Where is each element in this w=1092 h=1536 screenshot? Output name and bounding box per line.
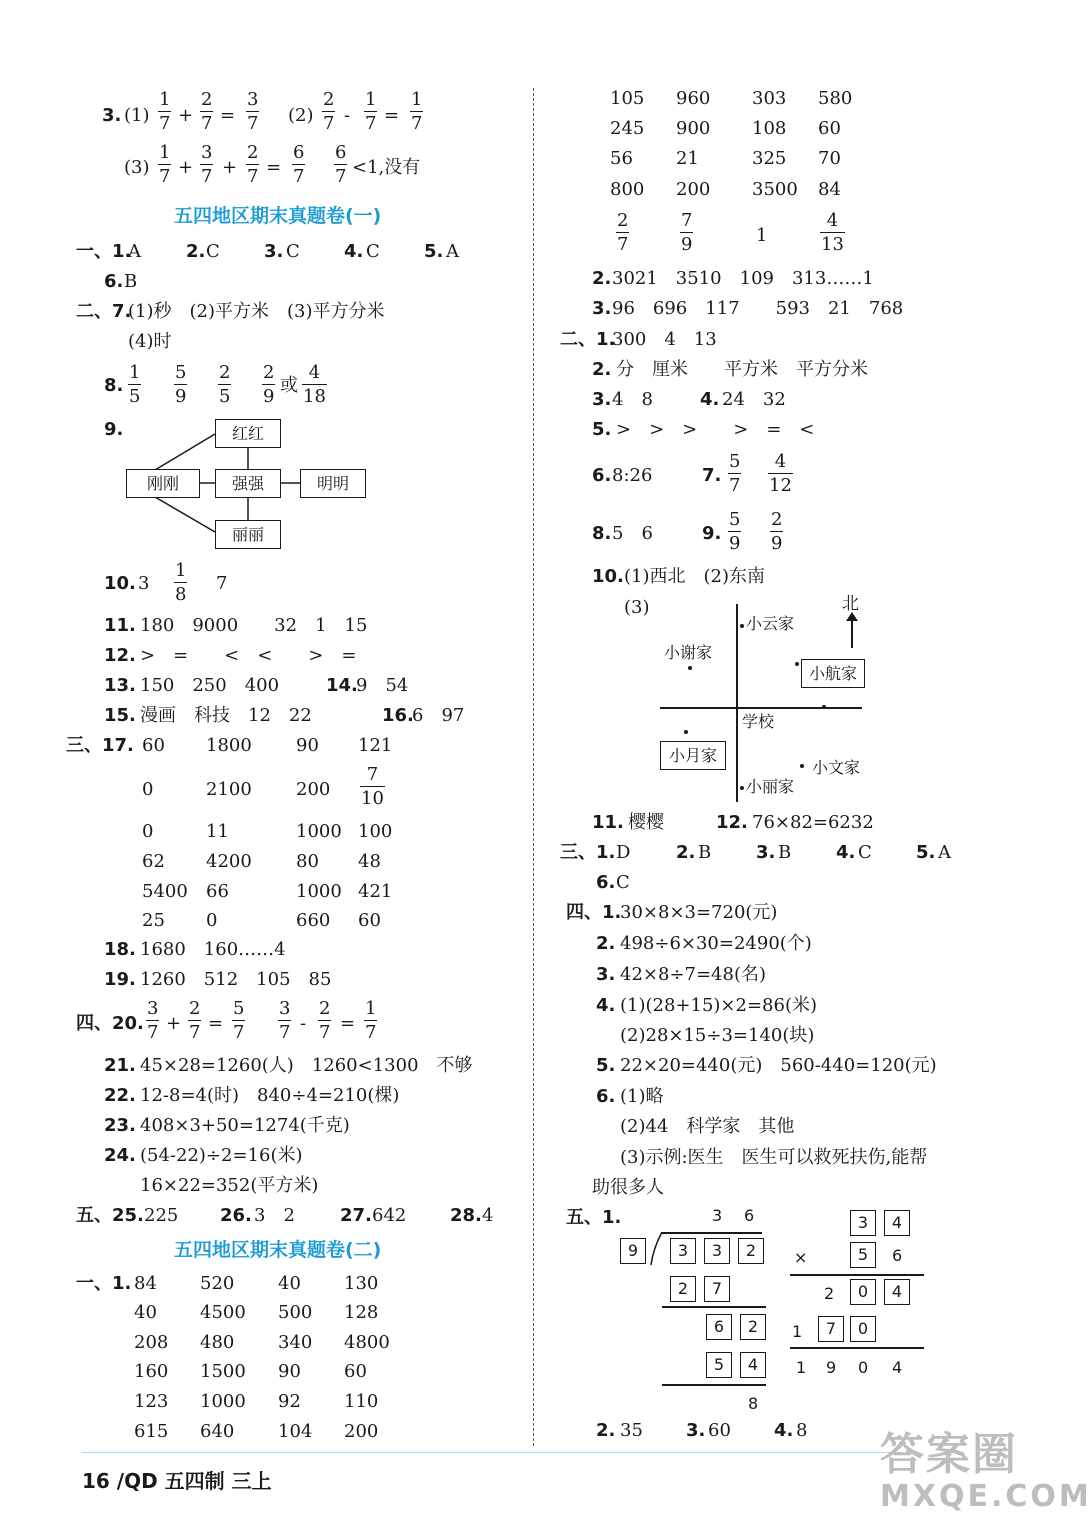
fraction: 2 5 <box>219 362 231 407</box>
q3-part1: (1) <box>124 105 150 126</box>
answer: C <box>858 842 872 863</box>
dividend-box: 2 <box>738 1238 764 1264</box>
question-number: 26. <box>220 1205 252 1226</box>
node-qiang: 强强 <box>215 469 281 498</box>
q24-answer-1: (54-22)÷2=16(米) <box>140 1145 303 1166</box>
q12-answers: > = < < > = <box>140 645 357 666</box>
node-li: 丽丽 <box>215 520 281 549</box>
minus-sign: - <box>344 105 351 126</box>
question-number: 10. <box>104 573 136 594</box>
question-number: 2. <box>596 933 616 954</box>
equals-sign: = <box>384 105 400 126</box>
grid-cell: 66 <box>206 881 229 902</box>
question-number: 2. <box>186 241 206 262</box>
fraction: 5 7 <box>233 998 245 1043</box>
question-number: 5. <box>592 419 612 440</box>
grid-cell: 615 <box>134 1421 169 1442</box>
answer: 7 <box>216 573 228 594</box>
answer: 8 <box>796 1420 808 1441</box>
answer: 498÷6×30=2490(个) <box>620 933 812 954</box>
answer: C <box>286 241 300 262</box>
answers: 24 32 <box>722 389 786 410</box>
question-number: 23. <box>104 1115 136 1136</box>
section-title-1: 五四地区期末真题卷(一) <box>174 205 382 227</box>
grid-cell: 480 <box>200 1332 235 1353</box>
question-number: 4. <box>836 842 856 863</box>
q7-line1: (1)秒 (2)平方米 (3)平方分米 <box>128 301 385 322</box>
question-number: 3. <box>592 298 612 319</box>
fraction: 5 7 <box>729 451 741 496</box>
grid-cell: 208 <box>134 1332 169 1353</box>
q16-answers: 6 97 <box>412 705 465 726</box>
location-xiaoyue: 小月家 <box>660 741 726 770</box>
dividend-box: 3 <box>670 1238 696 1264</box>
grid-cell: 40 <box>134 1302 157 1323</box>
grid-cell: 160 <box>134 1361 169 1382</box>
fraction: 1 7 <box>365 998 377 1043</box>
grid-cell: 520 <box>200 1273 235 1294</box>
answer: (1)略 <box>620 1086 664 1107</box>
grid-cell: 5400 <box>142 881 188 902</box>
dividend-box: 3 <box>704 1238 730 1264</box>
grid-cell: 60 <box>818 118 841 139</box>
grid-cell: 108 <box>752 118 787 139</box>
question-number: 18. <box>104 939 136 960</box>
partial-digit: 2 <box>824 1284 835 1303</box>
grid-cell: 104 <box>278 1421 313 1442</box>
grid-cell: 2100 <box>206 779 252 800</box>
answer: 助很多人 <box>592 1177 664 1198</box>
grid-cell: 303 <box>752 88 787 109</box>
answer: 642 <box>372 1205 407 1226</box>
grid-cell: 110 <box>344 1391 379 1412</box>
fraction: 3 7 <box>201 142 213 187</box>
question-number: 8. <box>592 523 612 544</box>
fraction: 7 9 <box>681 210 693 255</box>
answers: 4 8 <box>612 389 653 410</box>
grid-cell: 500 <box>278 1302 313 1323</box>
answer: 60 <box>708 1420 731 1441</box>
answer: (2)44 科学家 其他 <box>620 1116 795 1137</box>
subtract-box: 7 <box>704 1276 730 1302</box>
section-title-2: 五四地区期末真题卷(二) <box>174 1239 382 1261</box>
watermark-logo: 答案圈 MXQE.COM <box>880 1429 1092 1514</box>
fraction: 1 8 <box>175 560 187 605</box>
q3-number: 3. <box>102 105 122 126</box>
question-number: 13. <box>104 675 136 696</box>
sec5-label: 五、25. <box>76 1205 144 1226</box>
fraction: 2 7 <box>247 142 259 187</box>
answer: B <box>698 842 712 863</box>
location-dot <box>795 662 799 666</box>
fraction: 2 9 <box>771 509 783 554</box>
question-number: 5. <box>916 842 936 863</box>
sec1-label: 一、1. <box>76 241 132 262</box>
grid-cell: 90 <box>296 735 319 756</box>
question-number: 9. <box>702 523 722 544</box>
fraction: 4 13 <box>821 210 844 255</box>
fraction: 5 9 <box>729 509 741 554</box>
result-digit: 9 <box>826 1358 837 1377</box>
partial-digit: 1 <box>792 1322 803 1341</box>
location-xiaoyun: 小云家 <box>746 614 795 633</box>
grid-cell: 100 <box>358 821 393 842</box>
question-number: 24. <box>104 1145 136 1166</box>
answers: > > > > = < <box>616 419 815 440</box>
answers: 76×82=6232 <box>752 812 874 833</box>
grid-cell: 123 <box>134 1391 169 1412</box>
sec5-label: 五、1. <box>566 1207 622 1228</box>
question-number: 27. <box>340 1205 372 1226</box>
fraction: 2 7 <box>189 998 201 1043</box>
times-sign: × <box>794 1248 808 1267</box>
answer: B <box>778 842 792 863</box>
question-number: 6. <box>592 465 612 486</box>
fraction: 6 7 <box>335 142 347 187</box>
multiplication-rule <box>790 1347 924 1349</box>
fraction: 1 7 <box>159 89 171 134</box>
answer: (3)示例:医生 医生可以救死扶伤,能帮 <box>620 1147 928 1168</box>
grid-cell: 200 <box>676 179 711 200</box>
location-xiaowen: 小文家 <box>812 758 861 777</box>
footer-page-label: 16 /QD 五四制 三上 <box>82 1469 272 1493</box>
fraction: 2 7 <box>319 998 331 1043</box>
q3-part2: (2) <box>288 105 314 126</box>
question-number: 11. <box>104 615 136 636</box>
sec2-label: 二、1. <box>560 329 616 350</box>
fraction: 3 7 <box>279 998 291 1043</box>
fraction: 2 9 <box>263 362 275 407</box>
answer: 3 2 <box>254 1205 295 1226</box>
answer: 30×8×3=720(元) <box>620 902 778 923</box>
grid-cell: 11 <box>206 821 229 842</box>
grid-cell: 1800 <box>206 735 252 756</box>
node-ming: 明明 <box>300 469 366 498</box>
grid-cell: 80 <box>296 851 319 872</box>
grid-cell: 130 <box>344 1273 379 1294</box>
q23-answer: 408×3+50=1274(千克) <box>140 1115 350 1136</box>
grid-cell: 105 <box>610 88 645 109</box>
question-number: 22. <box>104 1085 136 1106</box>
subtract-box: 4 <box>740 1352 766 1378</box>
location-dot <box>800 764 804 768</box>
fraction: 2 7 <box>617 210 629 255</box>
q2-answers: 3021 3510 109 313……1 <box>612 268 874 289</box>
grid-cell: 340 <box>278 1332 313 1353</box>
grid-cell: 1500 <box>200 1361 246 1382</box>
question-number: 3. <box>596 964 616 985</box>
q3-answers: 96 696 117 593 21 768 <box>612 298 904 319</box>
question-number: 5. <box>596 1055 616 1076</box>
result-digit: 1 <box>796 1358 807 1377</box>
question-number: 11. <box>592 812 624 833</box>
question-number: 4. <box>774 1420 794 1441</box>
remainder-digit: 8 <box>748 1394 759 1413</box>
fraction: 3 7 <box>147 998 159 1043</box>
answers: 300 4 13 <box>612 329 717 350</box>
question-number: 2. <box>676 842 696 863</box>
grid-cell: 0 <box>206 910 218 931</box>
question-number: 6. <box>596 872 616 893</box>
location-xiaoli: 小丽家 <box>746 777 795 796</box>
q14-answers: 9 54 <box>356 675 409 696</box>
q3-tail: <1,没有 <box>352 157 421 178</box>
location-xiaohang: 小航家 <box>801 659 865 688</box>
question-number: 14. <box>326 675 358 696</box>
q19-answers: 1260 512 105 85 <box>140 969 332 990</box>
location-dot <box>684 730 688 734</box>
fraction: 4 12 <box>769 451 792 496</box>
grid-cell: 421 <box>358 881 393 902</box>
fraction: 2 7 <box>323 89 335 134</box>
answers: (1)西北 (2)东南 <box>624 566 765 587</box>
answers: 樱樱 <box>628 812 664 833</box>
question-number: 3. <box>686 1420 706 1441</box>
column-divider <box>533 88 534 1446</box>
location-dot <box>822 705 826 709</box>
equals-sign: = <box>220 105 236 126</box>
partial-box: 7 <box>818 1316 844 1342</box>
fraction: 3 7 <box>247 89 259 134</box>
grid-cell: 0 <box>142 821 154 842</box>
grid-cell: 121 <box>358 735 393 756</box>
sec4-label: 四、1. <box>566 902 622 923</box>
grid-cell: 4500 <box>200 1302 246 1323</box>
plus-sign: + <box>166 1013 182 1034</box>
partial-box: 0 <box>850 1316 876 1342</box>
equals-sign: = <box>266 157 282 178</box>
equals-sign: = <box>208 1013 224 1034</box>
grid-cell: 200 <box>344 1421 379 1442</box>
location-school: 学校 <box>742 712 775 731</box>
answer: 3 <box>138 573 150 594</box>
grid-cell: 1 <box>756 225 768 246</box>
grid-cell: 40 <box>278 1273 301 1294</box>
fraction: 1 7 <box>365 89 377 134</box>
grid-cell: 56 <box>610 148 633 169</box>
multiplicand-box: 3 <box>850 1210 876 1236</box>
grid-cell: 62 <box>142 851 165 872</box>
north-label: 北 <box>842 594 859 614</box>
map-vertical-axis <box>736 604 738 802</box>
division-bar <box>662 1232 762 1234</box>
question-number: 4. <box>344 241 364 262</box>
question-number: 15. <box>104 705 136 726</box>
sec1-label: 一、1. <box>76 1273 132 1294</box>
fraction: 6 7 <box>293 142 305 187</box>
remainder-box: 2 <box>740 1314 766 1340</box>
answer: A <box>938 842 951 863</box>
plus-sign: + <box>222 157 238 178</box>
division-rule <box>662 1384 766 1386</box>
grid-cell: 200 <box>296 779 331 800</box>
question-number: 6. <box>104 271 124 292</box>
grid-cell: 960 <box>676 88 711 109</box>
partial-box: 4 <box>884 1279 910 1305</box>
question-number: 3. <box>264 241 284 262</box>
grid-cell: 0 <box>142 779 154 800</box>
multiplication-rule <box>790 1274 924 1276</box>
fraction: 2 7 <box>201 89 213 134</box>
map-horizontal-axis <box>660 707 862 709</box>
answer: C <box>206 241 220 262</box>
answer: 42×8÷7=48(名) <box>620 964 767 985</box>
quotient-digit: 6 <box>744 1206 755 1225</box>
question-number: 21. <box>104 1055 136 1076</box>
answers: 8:26 <box>612 465 653 486</box>
question-number: 3. <box>756 842 776 863</box>
grid-cell: 128 <box>344 1302 379 1323</box>
answer: 22×20=440(元) 560-440=120(元) <box>620 1055 937 1076</box>
equals-sign: = <box>340 1013 356 1034</box>
question-number: 4. <box>700 389 720 410</box>
answer: D <box>616 842 631 863</box>
answer: B <box>124 271 138 292</box>
question-number: 7. <box>702 465 722 486</box>
sec3-label: 三、1. <box>560 842 616 863</box>
question-number: 9. <box>104 419 124 440</box>
multiplicand-box: 4 <box>884 1210 910 1236</box>
answer: A <box>128 241 141 262</box>
location-dot <box>688 666 692 670</box>
question-number: 28. <box>450 1205 482 1226</box>
grid-cell: 84 <box>818 179 841 200</box>
answers: 分 厘米 平方米 平方分米 <box>616 359 868 380</box>
q22-answer: 12-8=4(时) 840÷4=210(棵) <box>140 1085 400 1106</box>
result-digit: 0 <box>858 1358 869 1377</box>
subtract-box: 5 <box>706 1352 732 1378</box>
part-label: (3) <box>624 597 650 618</box>
node-hong: 红红 <box>215 419 281 448</box>
grid-cell: 70 <box>818 148 841 169</box>
question-number: 10. <box>592 566 624 587</box>
question-number: 2. <box>596 1420 616 1441</box>
answer: 35 <box>620 1420 643 1441</box>
answer: C <box>366 241 380 262</box>
fraction: 1 7 <box>411 89 423 134</box>
question-number: 12. <box>716 812 748 833</box>
grid-cell: 84 <box>134 1273 157 1294</box>
answer: (1)(28+15)×2=86(米) <box>620 995 817 1016</box>
q11-answers: 180 9000 32 1 15 <box>140 615 368 636</box>
question-number: 6. <box>596 1086 616 1107</box>
grid-cell: 48 <box>358 851 381 872</box>
q13-answers: 150 250 400 <box>140 675 280 696</box>
remainder-box: 6 <box>706 1314 732 1340</box>
grid-cell: 1000 <box>296 821 342 842</box>
divisor-box: 9 <box>620 1238 646 1264</box>
q7-line2: (4)时 <box>128 331 172 352</box>
plus-sign: + <box>178 157 194 178</box>
q18-answers: 1680 160……4 <box>140 939 286 960</box>
grid-cell: 60 <box>344 1361 367 1382</box>
answer: (2)28×15÷3=140(块) <box>620 1025 815 1046</box>
grid-cell: 25 <box>142 910 165 931</box>
grid-cell: 900 <box>676 118 711 139</box>
grid-cell: 92 <box>278 1391 301 1412</box>
grid-cell: 800 <box>610 179 645 200</box>
grid-cell: 90 <box>278 1361 301 1382</box>
location-dot <box>740 624 744 628</box>
partial-box: 0 <box>850 1279 876 1305</box>
grid-cell: 325 <box>752 148 787 169</box>
question-number: 5. <box>424 241 444 262</box>
question-number: 2. <box>592 359 612 380</box>
location-xiaoxie: 小谢家 <box>664 643 713 662</box>
minus-sign: - <box>300 1013 307 1034</box>
fraction: 5 9 <box>175 362 187 407</box>
division-bracket <box>651 1232 663 1266</box>
multiplier-digit: 6 <box>892 1246 903 1265</box>
or-word: 或 <box>280 375 298 396</box>
division-rule <box>662 1306 766 1308</box>
grid-cell: 1000 <box>296 881 342 902</box>
question-number: 8. <box>104 375 124 396</box>
question-number: 19. <box>104 969 136 990</box>
answer: C <box>616 872 630 893</box>
fraction: 7 10 <box>361 764 384 809</box>
grid-cell: 21 <box>676 148 699 169</box>
fraction: 1 5 <box>129 362 141 407</box>
grid-cell: 1000 <box>200 1391 246 1412</box>
question-number: 12. <box>104 645 136 666</box>
subtract-box: 2 <box>670 1276 696 1302</box>
q24-answer-2: 16×22=352(平方米) <box>140 1175 319 1196</box>
north-arrow-shaft <box>851 618 853 648</box>
question-number: 3. <box>592 389 612 410</box>
question-number: 2. <box>592 268 612 289</box>
sec2-label: 二、7. <box>76 301 132 322</box>
answer: A <box>446 241 459 262</box>
answer: 225 <box>144 1205 179 1226</box>
sec4-label: 四、20. <box>76 1013 144 1034</box>
sec3-label: 三、17. <box>66 735 134 756</box>
multiplier-box: 5 <box>850 1242 876 1268</box>
grid-cell: 640 <box>200 1421 235 1442</box>
node-gang: 刚刚 <box>126 469 200 498</box>
grid-cell: 60 <box>358 910 381 931</box>
quotient-digit: 3 <box>712 1206 723 1225</box>
answers: 5 6 <box>612 523 653 544</box>
plus-sign: + <box>178 105 194 126</box>
grid-cell: 580 <box>818 88 853 109</box>
grid-cell: 4200 <box>206 851 252 872</box>
grid-cell: 4800 <box>344 1332 390 1353</box>
location-dot <box>740 786 744 790</box>
footer-rule <box>82 1452 902 1453</box>
grid-cell: 3500 <box>752 179 798 200</box>
fraction: 4 18 <box>303 362 326 407</box>
question-number: 16. <box>382 705 414 726</box>
grid-cell: 245 <box>610 118 645 139</box>
grid-cell: 660 <box>296 910 331 931</box>
grid-cell: 60 <box>142 735 165 756</box>
q15-answers: 漫画 科技 12 22 <box>140 705 312 726</box>
fraction: 1 7 <box>159 142 171 187</box>
question-number: 4. <box>596 995 616 1016</box>
answer: 4 <box>482 1205 494 1226</box>
q3-part3: (3) <box>124 157 150 178</box>
result-digit: 4 <box>892 1358 903 1377</box>
q21-answer: 45×28=1260(人) 1260<1300 不够 <box>140 1055 473 1076</box>
